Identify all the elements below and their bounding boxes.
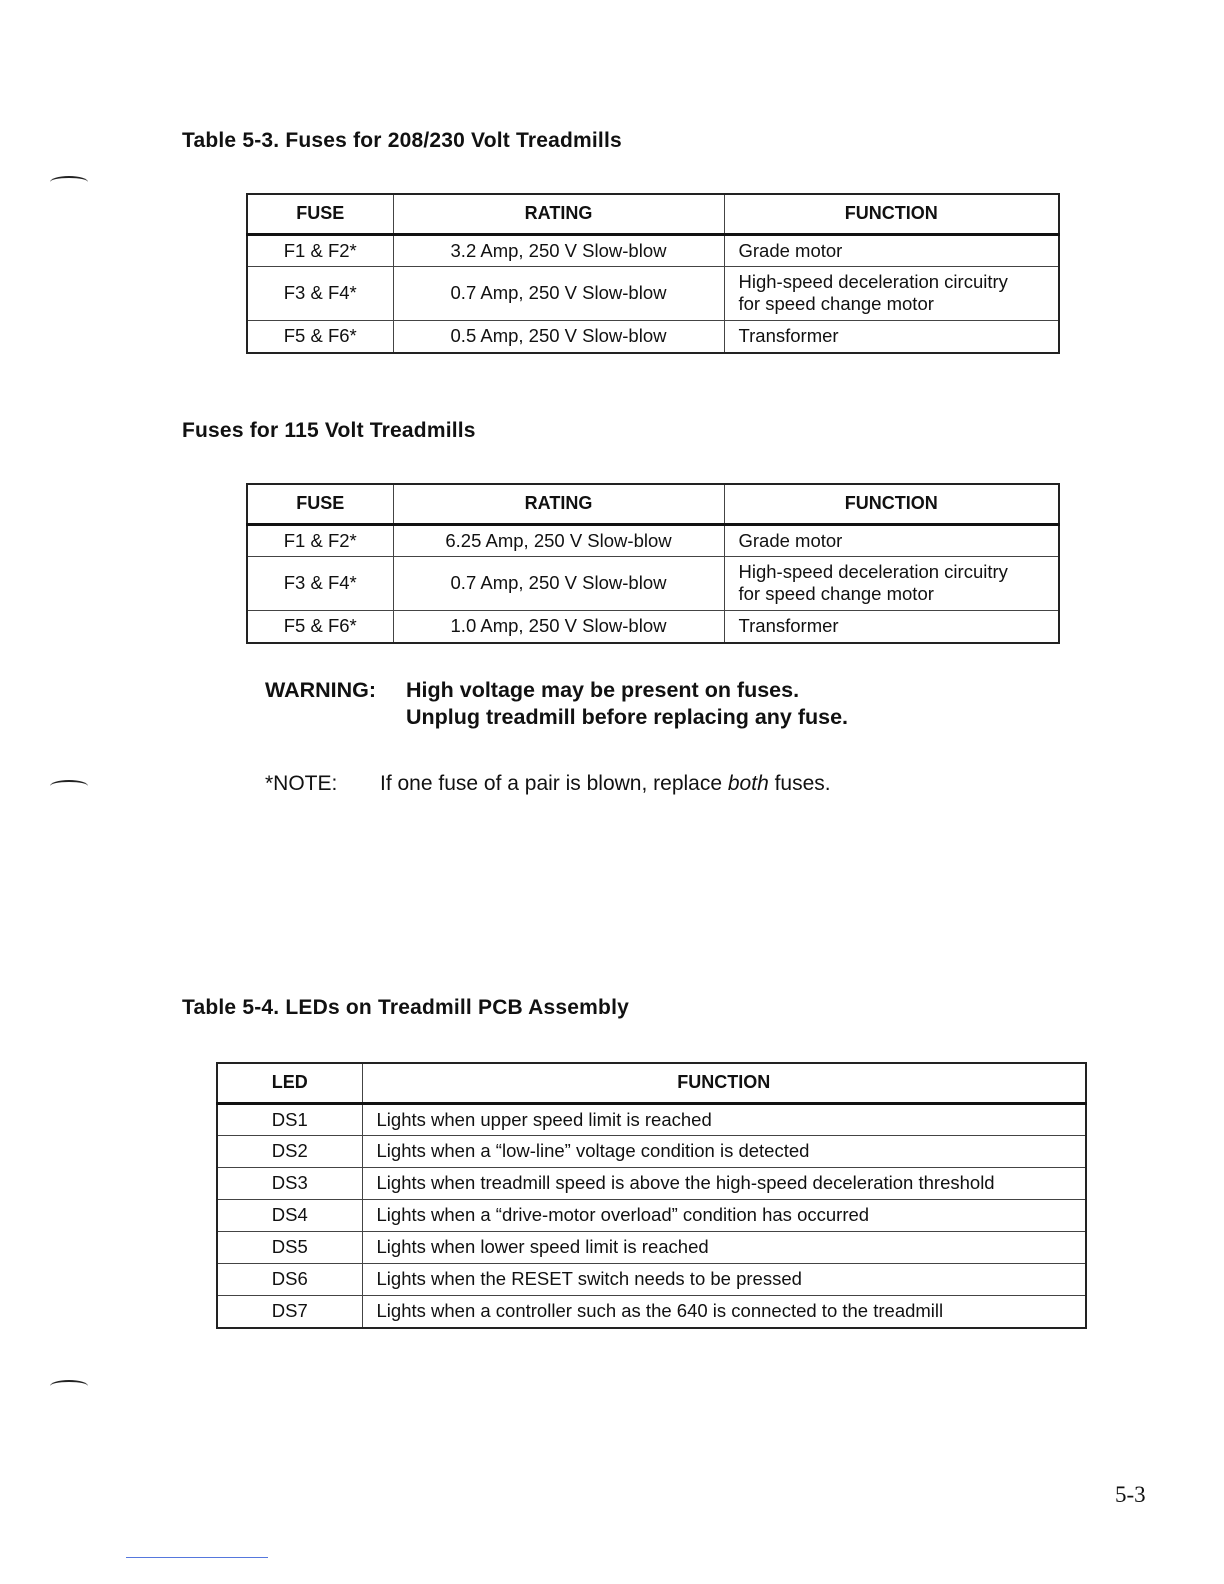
table-row	[217, 1231, 1086, 1263]
function-cell: Lights when upper speed limit is reached	[362, 1103, 1086, 1135]
rating-cell: 6.25 Amp, 250 V Slow-blow	[393, 524, 724, 556]
table-row	[217, 1167, 1086, 1199]
led-cell: DS5	[217, 1231, 362, 1263]
note-text-before: If one fuse of a pair is blown, replace	[380, 772, 728, 795]
led-cell: DS1	[217, 1103, 362, 1135]
function-line: for speed change motor	[738, 583, 934, 604]
table-5-3	[246, 193, 1060, 354]
rating-cell: 0.7 Amp, 250 V Slow-blow	[393, 266, 724, 320]
note-text	[380, 772, 831, 796]
column-header-fuse: FUSE	[247, 194, 393, 234]
led-cell: DS2	[217, 1135, 362, 1167]
note-text-after: fuses.	[768, 772, 831, 795]
led-cell: DS6	[217, 1263, 362, 1295]
fuse-cell: F3 & F4*	[247, 556, 393, 610]
page-number: 5-3	[1115, 1482, 1146, 1507]
table-row	[247, 320, 1059, 353]
note-label: *NOTE:	[265, 772, 338, 795]
function-cell: Lights when lower speed limit is reached	[362, 1231, 1086, 1263]
table-row	[217, 1103, 1086, 1135]
warning-line-1: High voltage may be present on fuses.	[406, 678, 800, 702]
led-cell: DS7	[217, 1295, 362, 1328]
function-cell: Lights when the RESET switch needs to be pressed	[362, 1263, 1086, 1295]
margin-mark	[50, 176, 88, 188]
function-line: Transformer	[738, 615, 839, 637]
fuse-cell: F5 & F6*	[247, 610, 393, 643]
function-cell: Lights when a controller such as the 640 is connected to the treadmill	[362, 1295, 1086, 1328]
table-row	[247, 556, 1059, 610]
table-115v-title: Fuses for 115 Volt Treadmills	[182, 419, 476, 442]
table-5-4-title: Table 5-4. LEDs on Treadmill PCB Assembly	[182, 996, 629, 1019]
table-row	[217, 1199, 1086, 1231]
fuse-cell: F1 & F2*	[247, 234, 393, 266]
table-row	[247, 610, 1059, 643]
function-cell	[724, 524, 1059, 556]
column-header-led: LED	[217, 1063, 362, 1103]
rating-cell: 0.5 Amp, 250 V Slow-blow	[393, 320, 724, 353]
margin-mark	[50, 780, 88, 792]
function-line: Grade motor	[738, 239, 843, 261]
fuse-cell: F1 & F2*	[247, 524, 393, 556]
warning-line-2: Unplug treadmill before replacing any fuse.	[406, 705, 849, 729]
margin-mark	[50, 1380, 88, 1392]
function-cell	[724, 320, 1059, 353]
led-cell: DS4	[217, 1199, 362, 1231]
footer-rule	[126, 1557, 268, 1558]
function-cell	[724, 234, 1059, 266]
column-header-fuse: FUSE	[247, 484, 393, 524]
table-115v	[246, 483, 1060, 644]
function-line: Grade motor	[738, 529, 843, 551]
function-cell: Lights when a “low-line” voltage condition is detected	[362, 1135, 1086, 1167]
column-header-function: FUNCTION	[724, 194, 1059, 234]
function-cell	[724, 610, 1059, 643]
table-row	[217, 1295, 1086, 1328]
function-cell	[724, 556, 1059, 610]
note-block	[265, 772, 831, 796]
column-header-function: FUNCTION	[362, 1063, 1086, 1103]
table-5-4	[216, 1062, 1087, 1329]
function-cell: Lights when a “drive-motor overload” condition has occurred	[362, 1199, 1086, 1231]
fuse-cell: F3 & F4*	[247, 266, 393, 320]
table-row	[247, 524, 1059, 556]
function-line: Transformer	[738, 325, 839, 347]
rating-cell: 1.0 Amp, 250 V Slow-blow	[393, 610, 724, 643]
led-cell: DS3	[217, 1167, 362, 1199]
rating-cell: 0.7 Amp, 250 V Slow-blow	[393, 556, 724, 610]
table-header-row	[247, 484, 1059, 524]
table-row	[217, 1263, 1086, 1295]
table-row	[247, 234, 1059, 266]
table-row	[217, 1135, 1086, 1167]
function-cell: Lights when treadmill speed is above the high-speed deceleration threshold	[362, 1167, 1086, 1199]
function-line: High-speed deceleration circuitry	[738, 561, 1008, 582]
table-header-row	[247, 194, 1059, 234]
fuse-cell: F5 & F6*	[247, 320, 393, 353]
warning-label: WARNING:	[265, 678, 377, 702]
table-header-row	[217, 1063, 1086, 1103]
rating-cell: 3.2 Amp, 250 V Slow-blow	[393, 234, 724, 266]
function-line: High-speed deceleration circuitry	[738, 271, 1008, 292]
table-row	[247, 266, 1059, 320]
column-header-function: FUNCTION	[724, 484, 1059, 524]
column-header-rating: RATING	[393, 194, 724, 234]
function-line: for speed change motor	[738, 293, 934, 314]
column-header-rating: RATING	[393, 484, 724, 524]
note-emphasis: both	[727, 772, 769, 795]
function-cell	[724, 266, 1059, 320]
table-5-3-title: Table 5-3. Fuses for 208/230 Volt Treadmills	[182, 129, 622, 152]
